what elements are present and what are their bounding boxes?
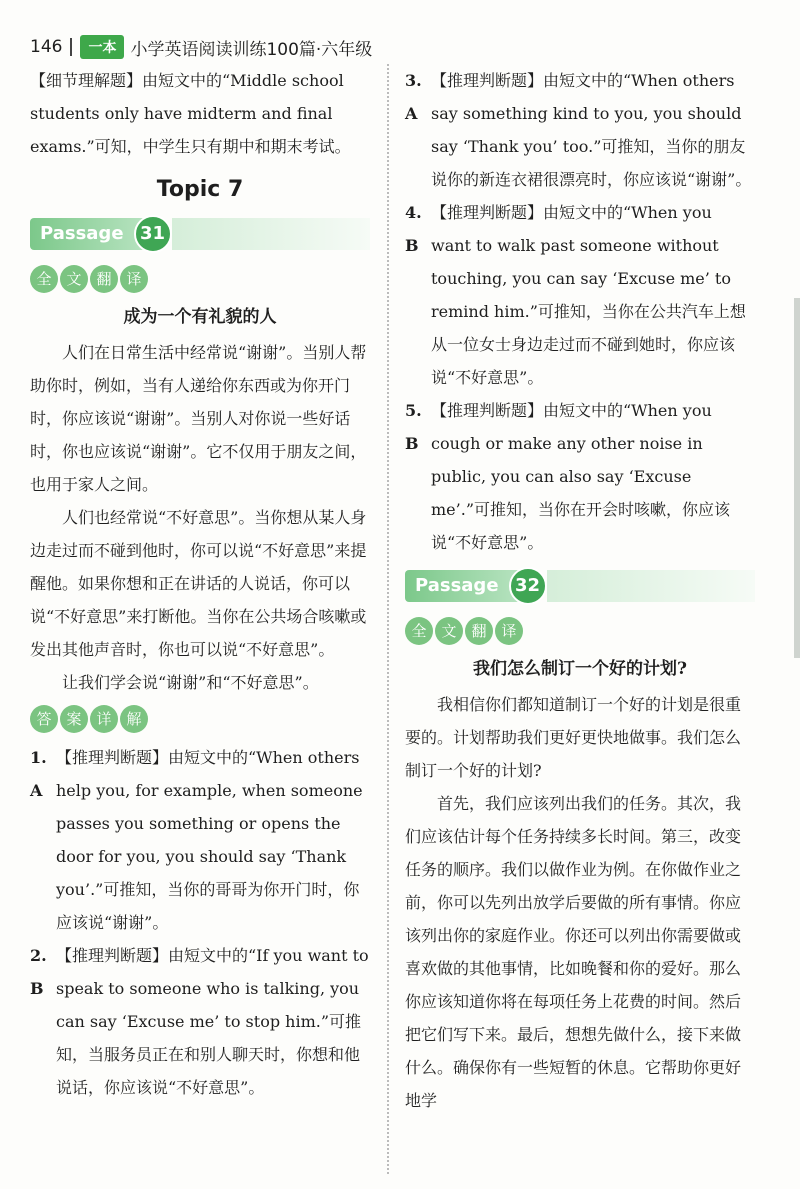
answer-text: 【推理判断题】由短文中的“When others say something kind to you, you should say ‘Thank you’ too.”可推知，当你的朋友说你的新连衣裙很漂亮时，你应该说“谢谢”。 [431,71,752,189]
passage-32-banner [405,567,755,605]
left-column [30,64,370,1104]
passage-label: Passage [30,218,146,250]
answer-label: 2. B [30,946,47,998]
book-title: 小学英语阅读训练100篇·六年级 [130,39,373,60]
column-divider [387,64,389,1174]
right-column [405,64,755,1117]
badge-char: 翻 [465,617,493,645]
badge-char: 案 [60,705,88,733]
badge-char: 译 [120,265,148,293]
badge-char: 全 [30,265,58,293]
previous-answer-tail: 【细节理解题】由短文中的“Middle school students only have midterm and final exams.”可知，中学生只有期中和期末考试。 [30,71,351,156]
page-header [30,32,372,62]
translation-badge [405,615,755,647]
paragraph: 人们也经常说“不好意思”。当你想从某人身边走过而不碰到他时，你可以说“不好意思”来提醒他。如果你想和正在讲话的人说话，你可以说“不好意思”来打断他。当你在公共场合咳嗽或发出其他声音时，你也可以说“不好意思”。 [30,508,367,659]
badge-char: 详 [90,705,118,733]
banner-fade [547,570,755,602]
answer-item [405,196,755,394]
badge-char: 全 [405,617,433,645]
badge-char: 文 [435,617,463,645]
passage-31-banner [30,215,370,253]
translation-badge [30,263,370,295]
paragraph: 我相信你们都知道制订一个好的计划是很重要的。计划帮助我们更好更快地做事。我们怎么制订一个好的计划? [405,695,742,780]
answer-text: 【推理判断题】由短文中的“When others help you, for example, when someone passes you something or opens the door for you, you should say ‘Thank you’.”可推知，当你的哥哥为你开门时，你应该说“谢谢”。 [56,748,363,932]
badge-char: 译 [495,617,523,645]
paragraph: 让我们学会说“谢谢”和“不好意思”。 [62,673,319,692]
answer-text: 【推理判断题】由短文中的“When you cough or make any other noise in public, you can also say ‘Excuse me’.”可推知，当你在开会时咳嗽，你应该说“不好意思”。 [431,401,730,552]
paragraph: 首先，我们应该列出我们的任务。其次，我们应该估计每个任务持续多长时间。第三，改变任务的顺序。我们以做作业为例。在你做作业之前，你可以先列出放学后要做的所有事情。你应该列出你的家庭作业。你还可以列出你需要做或喜欢做的其他事情，比如晚餐和你的爱好。那么你应该知道你将在每项任务上花费的时间。然后把它们写下来。最后，想想先做什么，接下来做什么。确保你有一些短暂的休息。它帮助你更好地学 [405,794,742,1110]
answer-badge [30,703,370,735]
article-title: 我们怎么制订一个好的计划? [473,659,687,679]
answer-item [30,939,370,1104]
answer-item [405,64,755,196]
answer-label: 1. A [30,748,47,800]
paragraph: 人们在日常生活中经常说“谢谢”。当别人帮助你时，例如，当有人递给你东西或为你开门时，你应该说“谢谢”。当别人对你说一些好话时，你也应该说“谢谢”。它不仅用于朋友之间，也用于家人之间。 [30,343,367,494]
answer-label: 5. B [405,401,422,453]
answer-item [30,741,370,939]
topic-heading: Topic 7 [156,177,244,202]
answer-label: 4. B [405,203,422,255]
answer-item [405,394,755,559]
article-title: 成为一个有礼貌的人 [123,307,277,327]
passage-label: Passage [405,570,521,602]
page-number: 146 [30,37,63,57]
badge-char: 文 [60,265,88,293]
answer-text: 【推理判断题】由短文中的“When you want to walk past someone without touching, you can say ‘Excuse me’ to remind him.”可推知，当你在公共汽车上想从一位女士身边走过而不碰到她时，你应该说“不好意思”。 [431,203,746,387]
passage-number: 31 [134,215,172,253]
badge-char: 翻 [90,265,118,293]
passage-number: 32 [509,567,547,605]
edge-bar [794,298,800,658]
brand-logo: 一本 [80,35,124,59]
badge-char: 解 [120,705,148,733]
badge-char: 答 [30,705,58,733]
answer-text: 【推理判断题】由短文中的“If you want to speak to someone who is talking, you can say ‘Excuse me’ to stop him.”可推知，当服务员正在和别人聊天时，你想和他说话，你应该说“不好意思”。 [56,946,369,1097]
answer-label: 3. A [405,71,422,123]
header-divider [70,38,72,56]
banner-fade [172,218,370,250]
